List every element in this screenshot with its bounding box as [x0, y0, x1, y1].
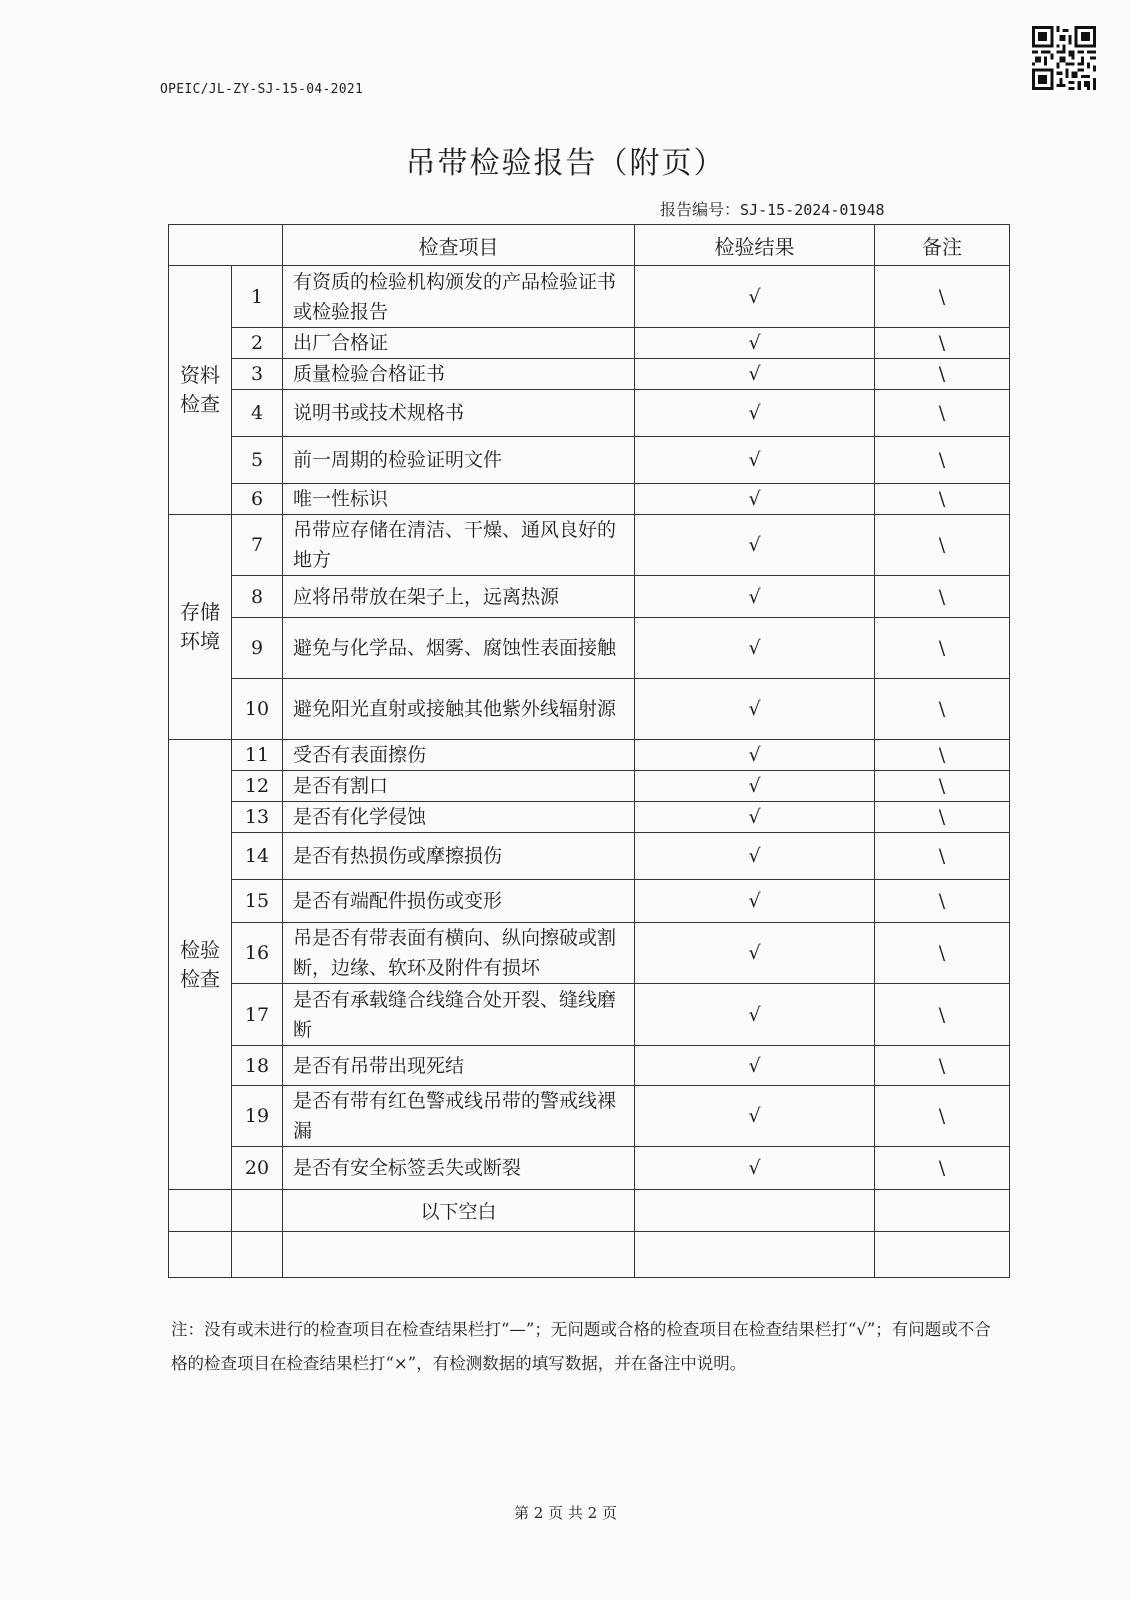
check-item-cell: 前一周期的检验证明文件: [283, 437, 635, 484]
remark-cell: \: [875, 802, 1010, 833]
check-item-cell: 受否有表面擦伤: [283, 740, 635, 771]
table-row: [169, 576, 1010, 618]
column-header-remark: 备注: [875, 225, 1010, 266]
result-cell: √: [635, 618, 875, 679]
inspection-table: [168, 224, 1010, 1278]
check-item-cell: 是否有端配件损伤或变形: [283, 880, 635, 923]
check-item-cell: 出厂合格证: [283, 328, 635, 359]
row-number-cell: 10: [232, 679, 283, 740]
row-number-cell: 12: [232, 771, 283, 802]
remark-cell: \: [875, 679, 1010, 740]
remark-cell: \: [875, 618, 1010, 679]
check-item-cell: 是否有吊带出现死结: [283, 1046, 635, 1086]
table-row: [169, 802, 1010, 833]
row-number-cell: 3: [232, 359, 283, 390]
report-number-value: SJ-15-2024-01948: [740, 201, 885, 219]
remark-cell: \: [875, 740, 1010, 771]
result-cell: √: [635, 359, 875, 390]
result-cell: √: [635, 802, 875, 833]
result-cell: √: [635, 1046, 875, 1086]
table-row: [169, 679, 1010, 740]
row-number-cell: 9: [232, 618, 283, 679]
check-item-cell: 是否有安全标签丢失或断裂: [283, 1147, 635, 1190]
empty-cell: [232, 1232, 283, 1278]
result-cell: √: [635, 1086, 875, 1147]
result-cell: √: [635, 266, 875, 328]
table-row: [169, 1147, 1010, 1190]
blank-below-cell: 以下空白: [283, 1190, 635, 1232]
check-item-cell: 应将吊带放在架子上，远离热源: [283, 576, 635, 618]
check-item-cell: 质量检验合格证书: [283, 359, 635, 390]
row-number-cell: 1: [232, 266, 283, 328]
empty-cell: [169, 1232, 232, 1278]
result-cell: √: [635, 576, 875, 618]
remark-cell: \: [875, 984, 1010, 1046]
check-item-cell: 是否有承载缝合线缝合处开裂、缝线磨断: [283, 984, 635, 1046]
remark-cell: \: [875, 833, 1010, 880]
check-item-cell: 是否有割口: [283, 771, 635, 802]
category-cell: [169, 515, 232, 740]
remark-cell: \: [875, 1046, 1010, 1086]
column-header-result: 检验结果: [635, 225, 875, 266]
table-row: [169, 771, 1010, 802]
qr-code-icon: [1032, 26, 1096, 90]
empty-row: [169, 1232, 1010, 1278]
check-item-cell: 说明书或技术规格书: [283, 390, 635, 437]
result-cell: √: [635, 484, 875, 515]
row-number-cell: 16: [232, 923, 283, 984]
check-item-cell: 是否有化学侵蚀: [283, 802, 635, 833]
row-number-cell: 13: [232, 802, 283, 833]
category-cell: [169, 266, 232, 515]
result-cell: √: [635, 923, 875, 984]
check-item-cell: 是否有热损伤或摩擦损伤: [283, 833, 635, 880]
report-number: [660, 197, 885, 220]
remark-cell: \: [875, 880, 1010, 923]
result-cell: √: [635, 984, 875, 1046]
table-note: 注：没有或未进行的检查项目在检查结果栏打“—”；无问题或合格的检查项目在检查结果栏打“√”；有问题或不合格的检查项目在检查结果栏打“×”，有检测数据的填写数据，并在备注中说明。: [171, 1320, 991, 1373]
page-title: 吊带检验报告（附页）: [405, 146, 726, 181]
table-row: [169, 740, 1010, 771]
table-row: [169, 880, 1010, 923]
row-number-cell: 15: [232, 880, 283, 923]
empty-cell: [635, 1232, 875, 1278]
remark-cell: \: [875, 771, 1010, 802]
empty-cell: [169, 1190, 232, 1232]
table-row: [169, 515, 1010, 576]
check-item-cell: 是否有带有红色警戒线吊带的警戒线裸漏: [283, 1086, 635, 1147]
result-cell: √: [635, 1147, 875, 1190]
row-number-cell: 7: [232, 515, 283, 576]
result-cell: √: [635, 880, 875, 923]
page-number: 第 2 页 共 2 页: [514, 1504, 617, 1522]
remark-cell: \: [875, 266, 1010, 328]
remark-cell: \: [875, 576, 1010, 618]
table-header-row: [169, 225, 1010, 266]
table-row: [169, 266, 1010, 328]
row-number-cell: 17: [232, 984, 283, 1046]
row-number-cell: 11: [232, 740, 283, 771]
row-number-cell: 6: [232, 484, 283, 515]
row-number-cell: 5: [232, 437, 283, 484]
remark-cell: \: [875, 1086, 1010, 1147]
result-cell: √: [635, 679, 875, 740]
check-item-cell: 吊是否有带表面有横向、纵向擦破或割断，边缘、软环及附件有损坏: [283, 923, 635, 984]
empty-cell: [875, 1190, 1010, 1232]
row-number-cell: 2: [232, 328, 283, 359]
table-row: [169, 833, 1010, 880]
table-row: [169, 1046, 1010, 1086]
empty-cell: [635, 1190, 875, 1232]
table-row: [169, 1086, 1010, 1147]
table-row: [169, 437, 1010, 484]
check-item-cell: 避免与化学品、烟雾、腐蚀性表面接触: [283, 618, 635, 679]
table-body: [169, 266, 1010, 1278]
check-item-cell: 有资质的检验机构颁发的产品检验证书或检验报告: [283, 266, 635, 328]
result-cell: √: [635, 515, 875, 576]
table-row: [169, 923, 1010, 984]
category-cell: [169, 740, 232, 1190]
category-label: 检验检查: [180, 937, 220, 991]
check-item-cell: 避免阳光直射或接触其他紫外线辐射源: [283, 679, 635, 740]
blank-marker-row: [169, 1190, 1010, 1232]
table-row: [169, 984, 1010, 1046]
empty-cell: [283, 1232, 635, 1278]
remark-cell: \: [875, 923, 1010, 984]
document-code: OPEIC/JL-ZY-SJ-15-04-2021: [160, 82, 364, 97]
result-cell: √: [635, 740, 875, 771]
remark-cell: \: [875, 328, 1010, 359]
category-label: 资料检查: [180, 363, 220, 416]
row-number-cell: 4: [232, 390, 283, 437]
table-row: [169, 328, 1010, 359]
empty-cell: [232, 1190, 283, 1232]
column-header-item: 检查项目: [283, 225, 635, 266]
remark-cell: \: [875, 515, 1010, 576]
remark-cell: \: [875, 437, 1010, 484]
check-item-cell: 唯一性标识: [283, 484, 635, 515]
remark-cell: \: [875, 1147, 1010, 1190]
row-number-cell: 20: [232, 1147, 283, 1190]
result-cell: √: [635, 771, 875, 802]
category-label: 存储环境: [180, 600, 220, 653]
result-cell: √: [635, 390, 875, 437]
header-blank-cell: [169, 225, 283, 266]
row-number-cell: 18: [232, 1046, 283, 1086]
empty-cell: [875, 1232, 1010, 1278]
table-row: [169, 618, 1010, 679]
remark-cell: \: [875, 484, 1010, 515]
row-number-cell: 14: [232, 833, 283, 880]
result-cell: √: [635, 328, 875, 359]
table-row: [169, 390, 1010, 437]
row-number-cell: 8: [232, 576, 283, 618]
remark-cell: \: [875, 359, 1010, 390]
report-number-label: 报告编号：: [660, 200, 741, 219]
result-cell: √: [635, 833, 875, 880]
result-cell: √: [635, 437, 875, 484]
table-row: [169, 359, 1010, 390]
row-number-cell: 19: [232, 1086, 283, 1147]
check-item-cell: 吊带应存储在清洁、干燥、通风良好的地方: [283, 515, 635, 576]
table-row: [169, 484, 1010, 515]
remark-cell: \: [875, 390, 1010, 437]
